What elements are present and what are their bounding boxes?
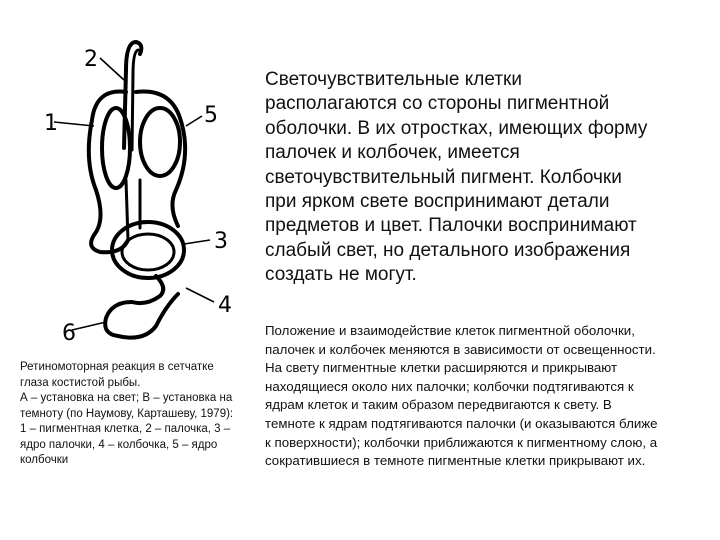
main-text-line: светочувствительный пигмент. Колбочки bbox=[265, 166, 622, 188]
caption-line: колбочки bbox=[20, 454, 69, 466]
main-text-line: предметов и цвет. Палочки воспринимают bbox=[265, 215, 637, 237]
main-text-line: слабый свет, но детального изображения bbox=[265, 239, 631, 261]
leader-line-1 bbox=[54, 122, 94, 126]
main-text-line: палочек и колбочек, имеется bbox=[265, 142, 520, 164]
caption-line: А – установка на свет; В – установка на bbox=[20, 392, 233, 404]
cone-cell bbox=[105, 276, 178, 338]
sub-text-line: палочек и колбочек меняются в зависимости от освещенности. bbox=[265, 341, 656, 357]
sub-text-line: темноте к ядрам подтягиваются палочки (и оказываются ближе bbox=[265, 415, 658, 431]
leader-line-6 bbox=[72, 322, 106, 330]
leader-line-5 bbox=[186, 116, 202, 126]
main-text-line: создать не могут. bbox=[265, 264, 417, 286]
main-text-line: при ярком свете воспринимают детали bbox=[265, 191, 610, 213]
sub-text-line: находящиеся около них палочки; колбочки подтягиваются к bbox=[265, 378, 634, 394]
leader-line-4 bbox=[186, 288, 214, 302]
caption-line: глаза костистой рыбы. bbox=[20, 376, 141, 389]
sub-text-line: На свету пигментные клетки расширяются и прикрывают bbox=[265, 360, 618, 376]
retina-cell-figure bbox=[36, 30, 236, 350]
main-text-line: располагаются со стороны пигментной bbox=[265, 93, 610, 115]
caption-line: 1 – пигментная клетка, 2 – палочка, 3 – bbox=[20, 423, 231, 435]
caption-line: темноту (по Наумову, Карташеву, 1979): bbox=[20, 407, 234, 420]
label-6: 6 bbox=[62, 321, 76, 346]
main-text-line: оболочки. В их отростках, имеющих форму bbox=[265, 117, 648, 139]
label-1: 1 bbox=[44, 111, 58, 136]
caption-line: Ретиномоторная реакция в сетчатке bbox=[20, 361, 214, 373]
label-5: 5 bbox=[204, 103, 218, 128]
right-oval-process bbox=[140, 108, 180, 176]
main-paragraph bbox=[265, 68, 705, 288]
figure-caption bbox=[20, 360, 252, 469]
leader-line-3 bbox=[184, 240, 210, 244]
label-3: 3 bbox=[214, 229, 228, 254]
sub-text-line: сократившиеся в темноте пигментные клетки прикрывают их. bbox=[265, 453, 646, 469]
sub-text-line: Положение и взаимодействие клеток пигментной оболочки, bbox=[265, 323, 635, 338]
secondary-paragraph bbox=[265, 322, 705, 471]
leader-line-2 bbox=[100, 58, 124, 80]
sub-text-line: к поверхности); колбочки приближаются к пигментному слою, а bbox=[265, 434, 658, 450]
sub-text-line: ядрам клеток и таким образом передвигаются к свету. В bbox=[265, 397, 612, 413]
retina-cell-drawing bbox=[36, 30, 236, 350]
caption-line: ядро палочки, 4 – колбочка, 5 – ядро bbox=[20, 438, 218, 451]
main-text-line: Светочувствительные клетки bbox=[265, 69, 522, 90]
label-2: 2 bbox=[84, 47, 98, 72]
label-4: 4 bbox=[218, 293, 232, 318]
